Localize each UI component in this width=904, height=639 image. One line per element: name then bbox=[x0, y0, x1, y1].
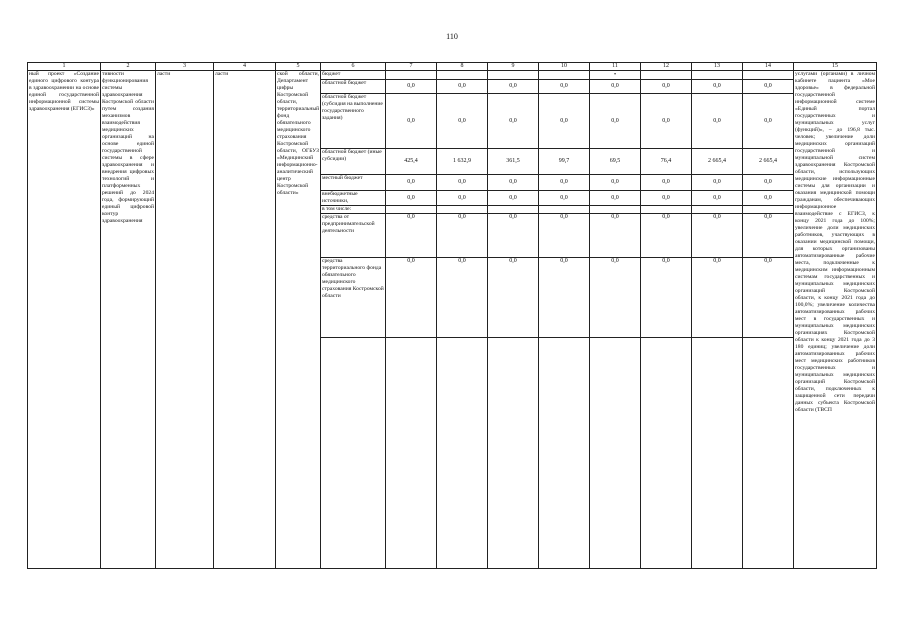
column-number: 14 bbox=[743, 63, 794, 71]
value-cell: 0,0 bbox=[386, 80, 437, 94]
column-number: 5 bbox=[276, 63, 321, 71]
column-number: 1 bbox=[28, 63, 101, 71]
value-cell: 0,0 bbox=[743, 80, 794, 94]
value-cell: 0,0 bbox=[590, 94, 641, 149]
column-number: 12 bbox=[641, 63, 692, 71]
page-number: 110 bbox=[446, 32, 458, 41]
empty-cell bbox=[539, 338, 590, 569]
value-cell: 0,0 bbox=[641, 258, 692, 338]
value-cell: 0,0 bbox=[539, 258, 590, 338]
column-3-cell: ласти bbox=[156, 71, 214, 569]
value-cell: 0,0 bbox=[488, 175, 539, 191]
column-number: 6 bbox=[321, 63, 386, 71]
value-cell bbox=[386, 71, 437, 80]
value-cell: 0,0 bbox=[488, 94, 539, 149]
value-cell: 0,0 bbox=[590, 258, 641, 338]
value-cell: 0,0 bbox=[488, 191, 539, 206]
value-cell bbox=[692, 71, 743, 80]
value-cell: 0,0 bbox=[641, 175, 692, 191]
value-cell bbox=[488, 71, 539, 80]
value-cell: 0,0 bbox=[590, 175, 641, 191]
funding-source-cell: местный бюджет bbox=[321, 175, 386, 191]
project-goal-cell: тивности функционирования системы здравоохранения Костромской области путем создания механизмов взаимодействия медицинских организаций на основе единой государственной системы в сфере здравоохранения и внедрения цифровых технологий и платформенных решений до 2024 года, формирующий единый цифровой контур здравоохранения bbox=[101, 71, 156, 569]
value-cell: 0,0 bbox=[437, 94, 488, 149]
column-number: 15 bbox=[794, 63, 877, 71]
empty-cell bbox=[386, 338, 437, 569]
value-cell: 0,0 bbox=[692, 175, 743, 191]
value-cell: 0,0 bbox=[692, 258, 743, 338]
value-cell: 2 665,4 bbox=[743, 149, 794, 175]
value-cell: 99,7 bbox=[539, 149, 590, 175]
expected-results-cell: услугами (органами) в личном кабинете пациента «Мое здоровье» в федеральной государственной информационной системе «Единый портал государственных и муниципальных услуг (функций)», – до 196,8 тыс. человек; увеличение доли медицинских организаций государственной и муниципальной систем здравоохранения Костромской области, использующих медицинские информационные системы для организации и оказания медицинской помощи гражданам, обеспечивающих информационное взаимодействие с ЕГИСЗ, к концу 2021 года до 100%; увеличение доли медицинских работников, участвующих в оказании медицинской помощи, для которых организованы автоматизированные рабочие места, подключенные к медицинским информационным системам государственных и муниципальных медицинских организаций Костромской области, к концу 2021 года до 100,0%; увеличение количества автоматизированных рабочих мест в государственных и муниципальных медицинских организациях Костромской области к концу 2021 года до 3 180 единиц; увеличение доли автоматизированных рабочих мест медицинских работников государственных и муниципальных медицинских организаций Костромской области, подключенных к защищенной сети передачи данных субъекта Костромской области (ТВСП bbox=[794, 71, 877, 569]
funding-source-cell: средства территориального фонда обязательного медицинского страхования Костромской области bbox=[321, 258, 386, 338]
value-cell: 0,0 bbox=[386, 214, 437, 258]
value-cell bbox=[539, 71, 590, 80]
funding-source-cell: областной бюджет bbox=[321, 80, 386, 94]
table-row bbox=[28, 71, 877, 80]
value-cell: 0,0 bbox=[692, 80, 743, 94]
column-number: 8 bbox=[437, 63, 488, 71]
empty-cell bbox=[743, 338, 794, 569]
funding-source-cell: областной бюджет (субсидия на выполнение государственного задания) bbox=[321, 94, 386, 149]
value-cell: 0,0 bbox=[539, 191, 590, 206]
value-cell: 0,0 bbox=[488, 214, 539, 258]
value-cell: 425,4 bbox=[386, 149, 437, 175]
value-cell: 0,0 bbox=[641, 80, 692, 94]
funding-source-cell: бюджет bbox=[321, 71, 386, 80]
value-cell: 0,0 bbox=[539, 94, 590, 149]
value-cell: 0,0 bbox=[386, 258, 437, 338]
empty-cell bbox=[590, 338, 641, 569]
value-cell: 0,0 bbox=[539, 175, 590, 191]
project-name-cell: ный проект «Создание единого цифрового контура в здравоохранении на основе единой государственной информационной системы здравоохранения (ЕГИСЗ)» bbox=[28, 71, 101, 569]
empty-cell bbox=[641, 338, 692, 569]
value-cell: 1 632,9 bbox=[437, 149, 488, 175]
funding-source-cell: средства от предпринимательской деятельности bbox=[321, 214, 386, 258]
column-number: 3 bbox=[156, 63, 214, 71]
column-4-cell: ласти bbox=[214, 71, 276, 569]
value-cell: 0,0 bbox=[386, 175, 437, 191]
value-cell: 0,0 bbox=[641, 191, 692, 206]
column-number: 11 bbox=[590, 63, 641, 71]
value-cell: 69,5 bbox=[590, 149, 641, 175]
value-cell: 0,0 bbox=[692, 191, 743, 206]
value-cell: 0,0 bbox=[692, 94, 743, 149]
empty-cell bbox=[692, 338, 743, 569]
value-cell bbox=[437, 206, 488, 214]
funding-source-cell: в том числе: bbox=[321, 206, 386, 214]
budget-table bbox=[27, 62, 877, 569]
value-cell: 0,0 bbox=[437, 175, 488, 191]
value-cell: 0,0 bbox=[743, 214, 794, 258]
value-cell: 0,0 bbox=[386, 94, 437, 149]
value-cell bbox=[539, 206, 590, 214]
value-cell bbox=[488, 206, 539, 214]
value-cell bbox=[692, 206, 743, 214]
value-cell bbox=[743, 206, 794, 214]
value-cell: 0,0 bbox=[590, 191, 641, 206]
value-cell: 0,0 bbox=[743, 175, 794, 191]
column-number: 2 bbox=[101, 63, 156, 71]
value-cell bbox=[743, 71, 794, 80]
value-cell: 0,0 bbox=[437, 214, 488, 258]
value-cell: 0,0 bbox=[488, 80, 539, 94]
value-cell: 0,0 bbox=[743, 94, 794, 149]
value-cell: 0,0 bbox=[539, 214, 590, 258]
value-cell: 0,0 bbox=[590, 214, 641, 258]
column-number: 7 bbox=[386, 63, 437, 71]
column-number: 4 bbox=[214, 63, 276, 71]
value-cell: 0,0 bbox=[641, 94, 692, 149]
column-number: 10 bbox=[539, 63, 590, 71]
value-cell: 0,0 bbox=[488, 258, 539, 338]
value-cell: 0,0 bbox=[386, 191, 437, 206]
value-cell: 361,5 bbox=[488, 149, 539, 175]
value-cell bbox=[437, 71, 488, 80]
value-cell: 0,0 bbox=[437, 191, 488, 206]
value-cell bbox=[590, 206, 641, 214]
value-cell: 2 665,4 bbox=[692, 149, 743, 175]
column-number: 13 bbox=[692, 63, 743, 71]
value-cell: 0,0 bbox=[641, 214, 692, 258]
empty-cell bbox=[437, 338, 488, 569]
column-number-row bbox=[28, 63, 877, 71]
value-cell: 0,0 bbox=[692, 214, 743, 258]
value-cell bbox=[641, 206, 692, 214]
value-cell: 76,4 bbox=[641, 149, 692, 175]
value-cell: 0,0 bbox=[590, 80, 641, 94]
funding-source-cell: внебюджетные источники, bbox=[321, 191, 386, 206]
empty-cell bbox=[321, 338, 386, 569]
value-cell: 0,0 bbox=[437, 80, 488, 94]
value-cell: 0,0 bbox=[743, 191, 794, 206]
value-cell bbox=[641, 71, 692, 80]
column-number: 9 bbox=[488, 63, 539, 71]
funding-source-cell: областной бюджет (иные субсидии) bbox=[321, 149, 386, 175]
empty-cell bbox=[488, 338, 539, 569]
value-cell: 0,0 bbox=[539, 80, 590, 94]
value-cell: 0,0 bbox=[743, 258, 794, 338]
value-cell: • bbox=[590, 71, 641, 80]
value-cell: 0,0 bbox=[437, 258, 488, 338]
value-cell bbox=[386, 206, 437, 214]
executors-cell: ской области, Департамент цифры Костромской области, территориальный фонд обязательного медицинского страхования Костромской области, ОГБУЗ «Медицинский информационно-аналитический центр Костромской области» bbox=[276, 71, 321, 569]
